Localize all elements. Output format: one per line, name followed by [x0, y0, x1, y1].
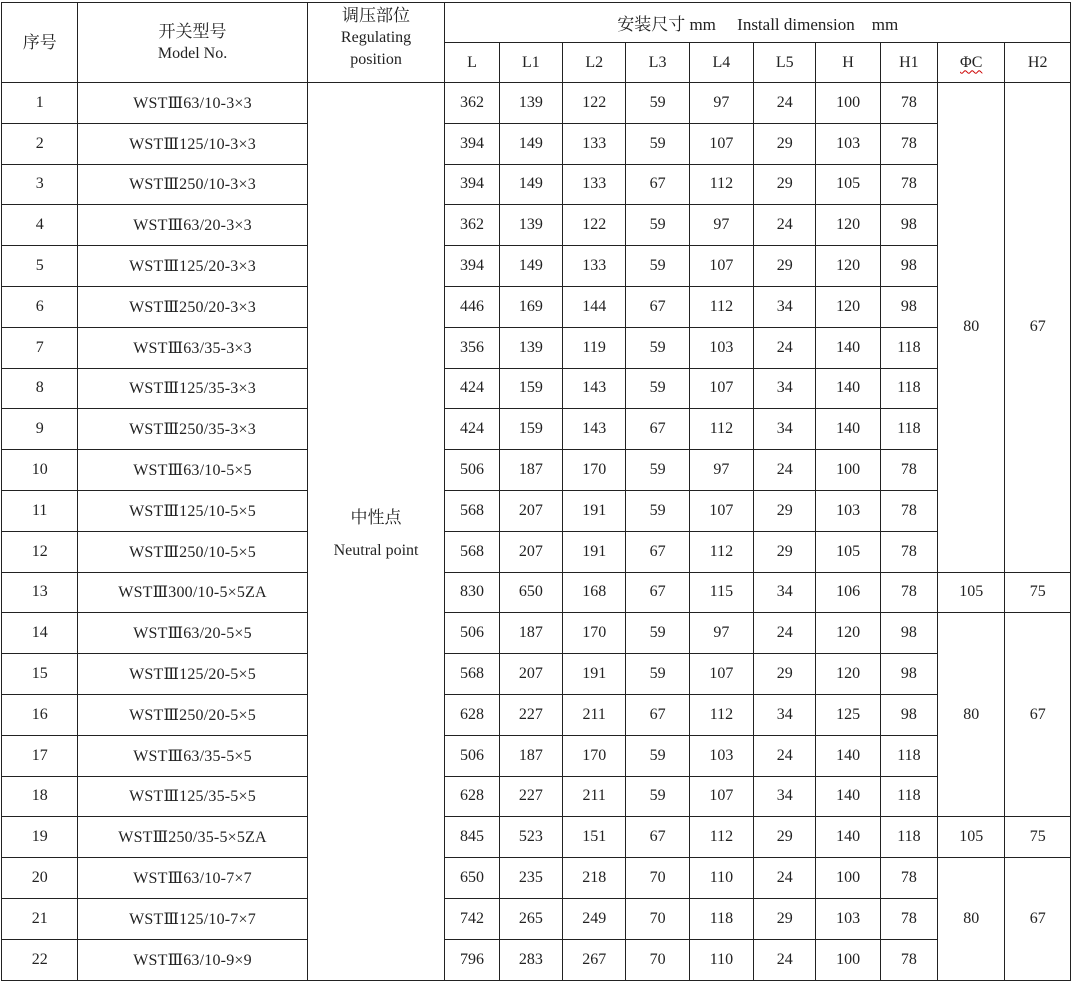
dimension-value: 362 — [445, 205, 499, 246]
dimension-value: 170 — [563, 735, 626, 776]
table-row — [2, 858, 1071, 899]
dimension-value: 112 — [689, 286, 753, 327]
dimension-value: 98 — [880, 613, 937, 654]
dimension-value: 34 — [754, 286, 816, 327]
dimension-value: 29 — [754, 531, 816, 572]
dimension-value: 796 — [445, 939, 499, 980]
dimension-value: 235 — [499, 858, 562, 899]
model-number: WSTⅢ250/35-3×3 — [78, 409, 307, 450]
row-number: 20 — [2, 858, 78, 899]
row-number: 16 — [2, 694, 78, 735]
dimension-value: 59 — [626, 776, 689, 817]
dimension-value: 149 — [499, 164, 562, 205]
dimension-value: 78 — [880, 123, 937, 164]
model-number: WSTⅢ63/10-7×7 — [78, 858, 307, 899]
phic-value: 80 — [938, 613, 1005, 817]
dimension-value: 143 — [563, 409, 626, 450]
dimension-value: 67 — [626, 572, 689, 613]
dimension-value: 112 — [689, 409, 753, 450]
dimension-value: 107 — [689, 368, 753, 409]
dimension-value: 100 — [816, 858, 880, 899]
dimension-value: 24 — [754, 83, 816, 124]
row-number: 7 — [2, 327, 78, 368]
row-number: 6 — [2, 286, 78, 327]
dimension-value: 29 — [754, 654, 816, 695]
dimension-value: 187 — [499, 613, 562, 654]
dimension-value: 187 — [499, 735, 562, 776]
dimension-value: 211 — [563, 776, 626, 817]
dimension-value: 211 — [563, 694, 626, 735]
dimension-value: 70 — [626, 858, 689, 899]
dimension-value: 103 — [689, 735, 753, 776]
dimension-value: 67 — [626, 531, 689, 572]
dimension-value: 139 — [499, 327, 562, 368]
row-number: 13 — [2, 572, 78, 613]
dimension-value: 59 — [626, 205, 689, 246]
dimension-value: 29 — [754, 246, 816, 287]
row-number: 11 — [2, 490, 78, 531]
table-row — [2, 613, 1071, 654]
dimension-value: 59 — [626, 246, 689, 287]
dimension-value: 125 — [816, 694, 880, 735]
install-header-en: Install dimension mm — [737, 15, 899, 34]
row-number: 14 — [2, 613, 78, 654]
h2-value: 67 — [1005, 83, 1071, 573]
row-number: 8 — [2, 368, 78, 409]
dimension-value: 59 — [626, 83, 689, 124]
dimension-value: 110 — [689, 939, 753, 980]
h2-value: 67 — [1005, 613, 1071, 817]
table-body — [2, 83, 1071, 981]
dimension-value: 106 — [816, 572, 880, 613]
dimension-value: 207 — [499, 531, 562, 572]
dim-header-1 — [499, 43, 562, 83]
dimension-value: 24 — [754, 613, 816, 654]
dimension-value: 105 — [816, 164, 880, 205]
dimension-value: 59 — [626, 613, 689, 654]
install-dimension-header — [445, 3, 1071, 43]
dimension-value: 112 — [689, 817, 753, 858]
phic-value: 80 — [938, 858, 1005, 980]
h2-value: 67 — [1005, 858, 1071, 980]
dimension-value: 78 — [880, 531, 937, 572]
dimension-value: 112 — [689, 164, 753, 205]
row-number: 19 — [2, 817, 78, 858]
model-number: WSTⅢ125/10-7×7 — [78, 898, 307, 939]
dimension-value: 100 — [816, 939, 880, 980]
model-number: WSTⅢ300/10-5×5ZA — [78, 572, 307, 613]
dimension-value: 187 — [499, 450, 562, 491]
dimension-value: 140 — [816, 327, 880, 368]
dimension-value: 67 — [626, 164, 689, 205]
dimension-value: 59 — [626, 327, 689, 368]
dimension-value: 120 — [816, 205, 880, 246]
dimension-value: 394 — [445, 123, 499, 164]
seq-header — [2, 3, 78, 83]
table-row — [2, 123, 1071, 164]
dim-header-label: H1 — [899, 53, 919, 71]
dimension-value: 265 — [499, 898, 562, 939]
model-number: WSTⅢ250/10-3×3 — [78, 164, 307, 205]
dimension-value: 139 — [499, 205, 562, 246]
row-number: 21 — [2, 898, 78, 939]
model-number: WSTⅢ125/35-3×3 — [78, 368, 307, 409]
dimension-value: 118 — [880, 409, 937, 450]
h2-value: 75 — [1005, 817, 1071, 858]
model-number: WSTⅢ63/10-3×3 — [78, 83, 307, 124]
row-number: 15 — [2, 654, 78, 695]
dimension-value: 568 — [445, 531, 499, 572]
dimension-value: 98 — [880, 286, 937, 327]
table-row — [2, 898, 1071, 939]
table-row — [2, 327, 1071, 368]
table-row — [2, 735, 1071, 776]
dimension-value: 506 — [445, 735, 499, 776]
table-row — [2, 164, 1071, 205]
dimension-value: 506 — [445, 613, 499, 654]
model-header-en: Model No. — [157, 44, 228, 62]
dimension-value: 218 — [563, 858, 626, 899]
dim-header-label: L5 — [775, 53, 794, 71]
dimension-value: 133 — [563, 123, 626, 164]
model-number: WSTⅢ63/10-5×5 — [78, 450, 307, 491]
dimension-value: 34 — [754, 776, 816, 817]
dimension-value: 143 — [563, 368, 626, 409]
dimension-value: 103 — [816, 898, 880, 939]
model-number: WSTⅢ125/35-5×5 — [78, 776, 307, 817]
table-row — [2, 83, 1071, 124]
dim-header-0 — [445, 43, 499, 83]
dim-header-label: L2 — [585, 53, 604, 71]
model-number: WSTⅢ250/20-3×3 — [78, 286, 307, 327]
row-number: 18 — [2, 776, 78, 817]
row-number: 2 — [2, 123, 78, 164]
dimension-value: 118 — [880, 817, 937, 858]
model-number: WSTⅢ63/10-9×9 — [78, 939, 307, 980]
seq-header-label: 序号 — [22, 32, 57, 52]
dimension-value: 59 — [626, 490, 689, 531]
model-number: WSTⅢ63/20-5×5 — [78, 613, 307, 654]
dimension-value: 29 — [754, 898, 816, 939]
dimension-value: 24 — [754, 939, 816, 980]
dimension-value: 78 — [880, 164, 937, 205]
model-number: WSTⅢ63/20-3×3 — [78, 205, 307, 246]
dimension-value: 78 — [880, 858, 937, 899]
dimension-value: 159 — [499, 409, 562, 450]
phic-value: 105 — [938, 572, 1005, 613]
dimension-value: 59 — [626, 368, 689, 409]
regulating-position-cell — [307, 83, 445, 981]
row-number: 9 — [2, 409, 78, 450]
dimension-value: 140 — [816, 409, 880, 450]
table-row — [2, 205, 1071, 246]
table-row — [2, 286, 1071, 327]
dimension-value: 267 — [563, 939, 626, 980]
dimension-value: 133 — [563, 246, 626, 287]
dimension-value: 70 — [626, 898, 689, 939]
dim-header-8 — [938, 43, 1005, 83]
dimension-value: 78 — [880, 450, 937, 491]
phic-value: 105 — [938, 817, 1005, 858]
dim-header-6 — [816, 43, 880, 83]
dimension-value: 100 — [816, 83, 880, 124]
dimension-value: 191 — [563, 531, 626, 572]
table-row — [2, 490, 1071, 531]
dimension-value: 207 — [499, 654, 562, 695]
dimension-value: 59 — [626, 654, 689, 695]
model-number: WSTⅢ250/35-5×5ZA — [78, 817, 307, 858]
dim-header-label: H2 — [1027, 53, 1048, 71]
dimension-value: 107 — [689, 776, 753, 817]
dimension-value: 424 — [445, 409, 499, 450]
row-number: 10 — [2, 450, 78, 491]
dimension-value: 650 — [499, 572, 562, 613]
model-header-cn: 开关型号 — [158, 21, 227, 41]
dimension-value: 830 — [445, 572, 499, 613]
dimension-value: 59 — [626, 735, 689, 776]
dimension-value: 140 — [816, 817, 880, 858]
dimension-value: 249 — [563, 898, 626, 939]
table-row — [2, 817, 1071, 858]
dimension-value: 119 — [563, 327, 626, 368]
dim-header-label: L — [467, 53, 477, 71]
model-header — [78, 3, 307, 83]
model-number: WSTⅢ63/35-3×3 — [78, 327, 307, 368]
dimension-value: 24 — [754, 327, 816, 368]
dimension-value: 169 — [499, 286, 562, 327]
dimension-value: 78 — [880, 939, 937, 980]
position-header-cn: 调压部位 — [342, 6, 411, 25]
dimension-value: 29 — [754, 164, 816, 205]
dimension-value: 506 — [445, 450, 499, 491]
dimension-value: 98 — [880, 205, 937, 246]
dimension-value: 67 — [626, 409, 689, 450]
table-row — [2, 572, 1071, 613]
position-header-en-1: Regulating — [340, 29, 412, 46]
table-row — [2, 939, 1071, 980]
dim-header-7 — [880, 43, 937, 83]
dimension-value: 78 — [880, 898, 937, 939]
dimension-value: 568 — [445, 654, 499, 695]
dimension-value: 115 — [689, 572, 753, 613]
row-number: 1 — [2, 83, 78, 124]
dimension-value: 159 — [499, 368, 562, 409]
position-header-en-2: position — [350, 51, 402, 68]
dim-header-label: H — [842, 53, 854, 71]
position-header — [307, 3, 445, 83]
dimension-value: 227 — [499, 776, 562, 817]
dimension-value: 103 — [689, 327, 753, 368]
dimension-value: 149 — [499, 246, 562, 287]
row-number: 12 — [2, 531, 78, 572]
dimension-value: 103 — [816, 490, 880, 531]
position-value-cn: 中性点 — [350, 507, 402, 527]
dimension-value: 283 — [499, 939, 562, 980]
dimension-value: 78 — [880, 83, 937, 124]
dim-header-2 — [563, 43, 626, 83]
table-row — [2, 654, 1071, 695]
dimension-value: 24 — [754, 205, 816, 246]
dimension-value: 98 — [880, 246, 937, 287]
dimension-value: 140 — [816, 735, 880, 776]
dimension-value: 118 — [880, 776, 937, 817]
table-row — [2, 450, 1071, 491]
dimension-value: 140 — [816, 776, 880, 817]
dimension-value: 120 — [816, 286, 880, 327]
model-number: WSTⅢ125/20-5×5 — [78, 654, 307, 695]
dimension-value: 523 — [499, 817, 562, 858]
dimension-value: 122 — [563, 83, 626, 124]
h2-value: 75 — [1005, 572, 1071, 613]
table-row — [2, 368, 1071, 409]
dimension-value: 34 — [754, 572, 816, 613]
dimension-value: 29 — [754, 490, 816, 531]
model-number: WSTⅢ63/35-5×5 — [78, 735, 307, 776]
dimension-value: 97 — [689, 205, 753, 246]
dimension-value: 29 — [754, 817, 816, 858]
dimension-value: 98 — [880, 694, 937, 735]
dimension-value: 107 — [689, 490, 753, 531]
dimension-value: 356 — [445, 327, 499, 368]
dimension-value: 628 — [445, 776, 499, 817]
row-number: 3 — [2, 164, 78, 205]
dimension-value: 628 — [445, 694, 499, 735]
row-number: 22 — [2, 939, 78, 980]
dimension-value: 97 — [689, 613, 753, 654]
dimension-value: 168 — [563, 572, 626, 613]
table-row — [2, 246, 1071, 287]
dimension-value: 67 — [626, 694, 689, 735]
dim-header-label: L1 — [521, 53, 540, 71]
dimension-value: 650 — [445, 858, 499, 899]
dimension-value: 34 — [754, 409, 816, 450]
dimension-value: 24 — [754, 858, 816, 899]
dimension-value: 120 — [816, 613, 880, 654]
dimension-value: 105 — [816, 531, 880, 572]
model-number: WSTⅢ250/20-5×5 — [78, 694, 307, 735]
dimension-value: 140 — [816, 368, 880, 409]
dimension-value: 139 — [499, 83, 562, 124]
install-header-cn: 安装尺寸 mm — [617, 15, 716, 34]
dimension-value: 394 — [445, 246, 499, 287]
dimension-value: 742 — [445, 898, 499, 939]
dimension-value: 107 — [689, 654, 753, 695]
dimension-value: 424 — [445, 368, 499, 409]
dimension-value: 107 — [689, 123, 753, 164]
dimension-value: 120 — [816, 654, 880, 695]
dimension-value: 97 — [689, 450, 753, 491]
dimension-value: 78 — [880, 572, 937, 613]
dimension-value: 112 — [689, 531, 753, 572]
dimension-value: 568 — [445, 490, 499, 531]
table-row — [2, 776, 1071, 817]
dimension-value: 100 — [816, 450, 880, 491]
row-number: 17 — [2, 735, 78, 776]
dim-header-5 — [754, 43, 816, 83]
model-number: WSTⅢ125/10-3×3 — [78, 123, 307, 164]
model-number: WSTⅢ250/10-5×5 — [78, 531, 307, 572]
dimension-value: 59 — [626, 450, 689, 491]
dimension-value: 103 — [816, 123, 880, 164]
table-row — [2, 694, 1071, 735]
dimension-value: 59 — [626, 123, 689, 164]
dimension-value: 170 — [563, 450, 626, 491]
dimension-value: 24 — [754, 450, 816, 491]
phic-value: 80 — [938, 83, 1005, 573]
dim-header-9 — [1005, 43, 1071, 83]
dimension-value: 133 — [563, 164, 626, 205]
dim-header-label: ΦC — [960, 53, 983, 71]
dimension-value: 227 — [499, 694, 562, 735]
dimension-value: 110 — [689, 858, 753, 899]
dimension-value: 118 — [880, 368, 937, 409]
dimension-value: 97 — [689, 83, 753, 124]
dimension-value: 34 — [754, 368, 816, 409]
dimension-value: 191 — [563, 490, 626, 531]
dimension-value: 118 — [880, 735, 937, 776]
dimension-value: 151 — [563, 817, 626, 858]
row-number: 5 — [2, 246, 78, 287]
dimension-value: 118 — [880, 327, 937, 368]
dimension-value: 67 — [626, 286, 689, 327]
dimension-value: 170 — [563, 613, 626, 654]
row-number: 4 — [2, 205, 78, 246]
table-row — [2, 531, 1071, 572]
dimension-value: 70 — [626, 939, 689, 980]
dimension-value: 107 — [689, 246, 753, 287]
dimension-value: 34 — [754, 694, 816, 735]
dimension-value: 98 — [880, 654, 937, 695]
dimension-value: 24 — [754, 735, 816, 776]
model-number: WSTⅢ125/20-3×3 — [78, 246, 307, 287]
dimension-value: 362 — [445, 83, 499, 124]
dimension-value: 112 — [689, 694, 753, 735]
dimension-value: 78 — [880, 490, 937, 531]
dimension-value: 29 — [754, 123, 816, 164]
dimension-value: 845 — [445, 817, 499, 858]
dimension-value: 394 — [445, 164, 499, 205]
dim-header-3 — [626, 43, 689, 83]
dim-header-label: L4 — [712, 53, 731, 71]
dim-header-label: L3 — [648, 53, 667, 71]
model-number: WSTⅢ125/10-5×5 — [78, 490, 307, 531]
dimension-value: 446 — [445, 286, 499, 327]
table-row — [2, 409, 1071, 450]
dim-header-4 — [689, 43, 753, 83]
dimension-value: 120 — [816, 246, 880, 287]
dimension-value: 149 — [499, 123, 562, 164]
dimension-value: 118 — [689, 898, 753, 939]
dimension-value: 67 — [626, 817, 689, 858]
install-dimension-table — [1, 2, 1071, 981]
dimension-value: 122 — [563, 205, 626, 246]
dimension-value: 191 — [563, 654, 626, 695]
position-value-en: Neutral point — [333, 541, 419, 559]
dimension-value: 207 — [499, 490, 562, 531]
dimension-value: 144 — [563, 286, 626, 327]
